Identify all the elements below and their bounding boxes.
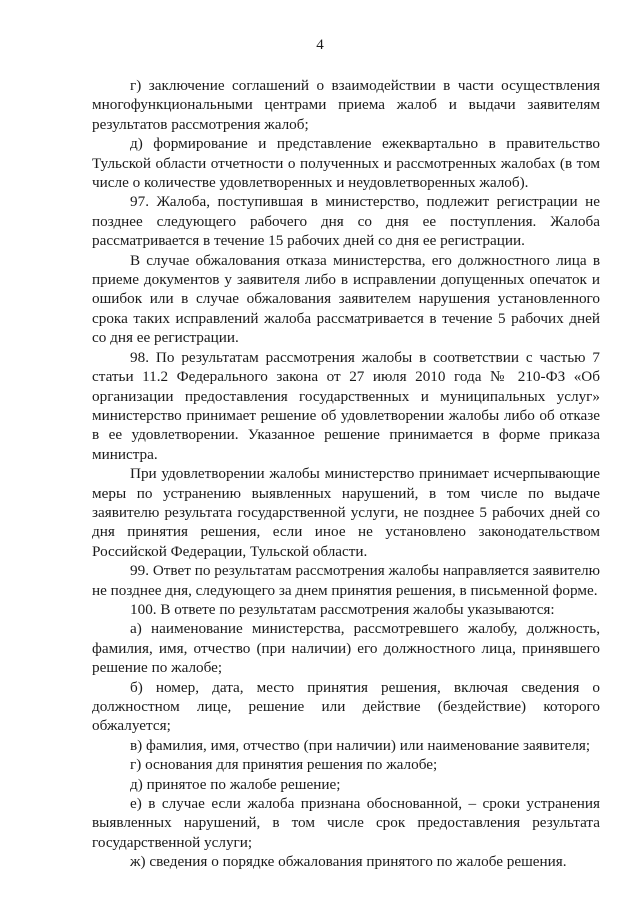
paragraph-g-agreements: г) заключение соглашений о взаимодействии в части осуществления многофункциональными центрами приема жалоб и выдачи заявителям результатов рассмотрения жалоб; — [92, 77, 600, 133]
page-number: 4 — [316, 37, 324, 53]
paragraph-98-remedy: При удовлетворении жалобы министерство принимает исчерпывающие меры по устранению выявленных нарушений, в том числе по выдаче заявителю результата государственной услуги, не позднее 5 рабочих дней со дня принятия решения, если иное не установлено законодательством Российской Федерации, Тульской области. — [92, 465, 600, 560]
paragraph-d-reporting: д) формирование и представление ежеквартально в правительство Тульской области отчетности о полученных и рассмотренных жалобах (в том числе о количестве удовлетворенных и неудовлетворенных жалоб). — [92, 135, 600, 192]
paragraph-97-refusal-appeal: В случае обжалования отказа министерства, его должностного лица в приеме документов у заявителя либо в исправлении допущенных опечаток и ошибок или в случае обжалования заявителем нарушения установленного срока таких исправлений жалоба рассматривается в течение 5 рабочих дней со дня ее регистрации. — [92, 251, 600, 347]
paragraph-99-response: 99. Ответ по результатам рассмотрения жалобы направляется заявителю не позднее дня, следующего за днем принятия решения, в письменной форме. — [92, 562, 600, 599]
paragraph-100-intro: 100. В ответе по результатам рассмотрения жалобы указываются: — [130, 600, 555, 618]
document-body — [92, 76, 600, 872]
paragraph-98-decision: 98. По результатам рассмотрения жалобы в соответствии с частью 7 статьи 11.2 Федерального закона от 27 июля 2010 года № 210-ФЗ «Об организации предоставления государственных и муниципальных услуг» министерство принимает решение об удовлетворении жалобы либо об отказе в ее удовлетворении. Указанное решение принимается в форме приказа министра. — [92, 348, 600, 463]
list-item-g: г) основания для принятия решения по жалобе; — [130, 756, 438, 774]
list-item-v: в) фамилия, имя, отчество (при наличии) или наименование заявителя; — [130, 736, 591, 754]
list-item-a: а) наименование министерства, рассмотревшего жалобу, должность, фамилия, имя, отчество (при наличии) его должностного лица, принявшего решение по жалобе; — [92, 620, 600, 677]
list-item-d: д) принятое по жалобе решение; — [130, 775, 341, 793]
list-item-e: е) в случае если жалоба признана обоснованной, – сроки устранения выявленных нарушений, в том числе срок предоставления результата государственной услуги; — [92, 795, 600, 851]
paragraph-97-registration: 97. Жалоба, поступившая в министерство, подлежит регистрации не позднее следующего рабочего дня со дня ее поступления. Жалоба рассматривается в течение 15 рабочих дней со дня ее регистрации. — [92, 193, 600, 250]
list-item-zh: ж) сведения о порядке обжалования принятого по жалобе решения. — [130, 853, 567, 871]
list-item-b: б) номер, дата, место принятия решения, включая сведения о должностном лице, решение или действие (бездействие) которого обжалуется; — [92, 678, 600, 735]
